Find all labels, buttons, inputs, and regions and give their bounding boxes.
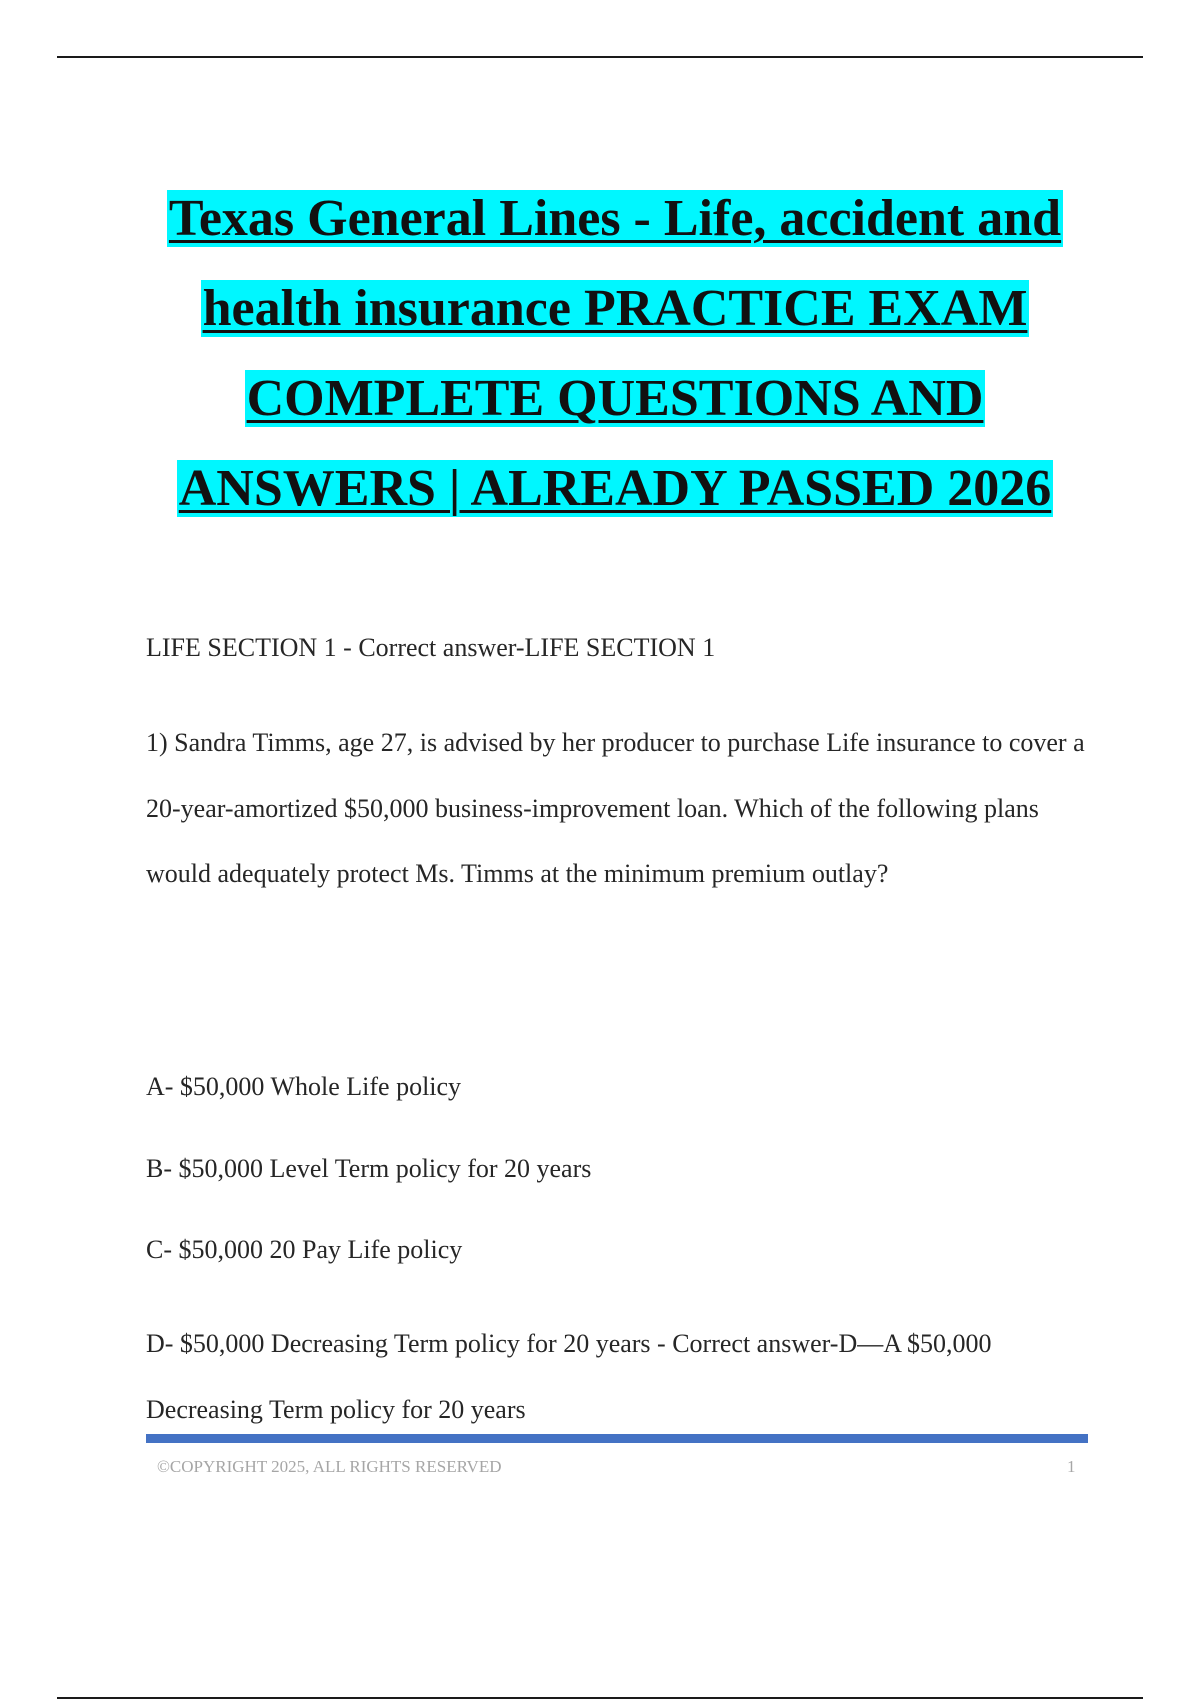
title-line-4: ANSWERS | ALREADY PASSED 2026 [178, 460, 1052, 517]
bottom-rule [57, 1697, 1143, 1699]
title-line-1: Texas General Lines - Life, accident and [168, 190, 1062, 247]
top-rule [57, 56, 1143, 58]
option-d: D- $50,000 Decreasing Term policy for 20 years - Correct answer-D—A $50,000 Decreasing Term policy for 20 years [146, 1329, 992, 1424]
document-title [120, 174, 1110, 534]
page-number: 1 [1067, 1457, 1076, 1476]
section-heading: LIFE SECTION 1 - Correct answer-LIFE SECTION 1 [146, 633, 716, 662]
question-text: 1) Sandra Timms, age 27, is advised by her producer to purchase Life insurance to cover a 20-year-amortized $50,000 business-improvement loan. Which of the following plans would adequately protect Ms. Timms at the minimum premium outlay? [146, 728, 1085, 888]
footer-copyright: ©COPYRIGHT 2025, ALL RIGHTS RESERVED [157, 1457, 502, 1476]
option-a: A- $50,000 Whole Life policy [146, 1072, 462, 1101]
option-b: B- $50,000 Level Term policy for 20 years [146, 1154, 592, 1183]
title-line-3: COMPLETE QUESTIONS AND [246, 370, 984, 427]
title-line-2: health insurance PRACTICE EXAM [202, 280, 1028, 337]
footer-bar [146, 1434, 1088, 1443]
option-c: C- $50,000 20 Pay Life policy [146, 1235, 463, 1264]
